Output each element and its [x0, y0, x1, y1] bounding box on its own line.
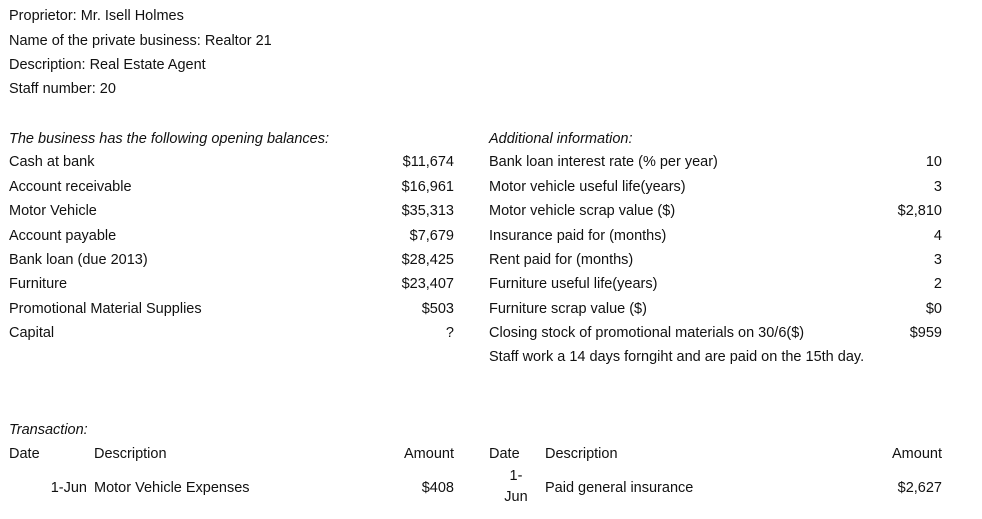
additional-value: $959: [909, 325, 942, 341]
transaction-amount-header-right: Amount: [892, 446, 942, 462]
additional-value: $0: [925, 301, 942, 317]
transaction-title: Transaction:: [9, 422, 88, 438]
transaction-description-right: Paid general insurance: [545, 480, 694, 496]
opening-label: Promotional Material Supplies: [9, 301, 202, 317]
additional-info-title: Additional information:: [489, 131, 633, 147]
additional-label: Bank loan interest rate (% per year): [489, 154, 718, 170]
additional-label: Motor vehicle useful life(years): [489, 179, 686, 195]
opening-label: Cash at bank: [9, 154, 95, 170]
opening-value: $11,674: [402, 154, 454, 170]
opening-value: $503: [421, 301, 454, 317]
staff-pay-note: Staff work a 14 days forngiht and are paid on the 15th day.: [489, 349, 865, 365]
opening-value: ?: [445, 325, 454, 341]
transaction-description-header: Description: [94, 446, 167, 462]
opening-label: Bank loan (due 2013): [9, 252, 148, 268]
transaction-amount-header: Amount: [404, 446, 454, 462]
transaction-date-right-line2: Jun: [504, 489, 528, 505]
opening-balances-title: The business has the following opening balances:: [9, 131, 330, 147]
additional-label: Closing stock of promotional materials on 30/6($): [489, 325, 805, 341]
opening-value: $35,313: [401, 203, 454, 219]
business-description-text: Description: Real Estate Agent: [9, 57, 206, 73]
additional-label: Rent paid for (months): [489, 252, 634, 268]
additional-value: 2: [933, 276, 942, 292]
staff-number-text: Staff number: 20: [9, 81, 116, 97]
transaction-date-right-line1: 1-: [509, 468, 523, 484]
business-name-text: Name of the private business: Realtor 21: [9, 33, 272, 49]
opening-label: Motor Vehicle: [9, 203, 97, 219]
opening-label: Furniture: [9, 276, 68, 292]
additional-label: Motor vehicle scrap value ($): [489, 203, 676, 219]
opening-value: $7,679: [409, 228, 454, 244]
transaction-date-header-right: Date: [489, 446, 520, 462]
transaction-description: Motor Vehicle Expenses: [94, 480, 250, 496]
transaction-date-header: Date: [9, 446, 40, 462]
additional-label: Furniture scrap value ($): [489, 301, 647, 317]
opening-value: $16,961: [401, 179, 454, 195]
opening-value: $28,425: [401, 252, 454, 268]
transaction-amount: $408: [421, 480, 454, 496]
opening-label: Account payable: [9, 228, 117, 244]
transaction-description-header-right: Description: [545, 446, 618, 462]
opening-label: Account receivable: [9, 179, 132, 195]
additional-value: $2,810: [897, 203, 942, 219]
additional-label: Insurance paid for (months): [489, 228, 667, 244]
transaction-date: 1-Jun: [50, 480, 87, 496]
additional-label: Furniture useful life(years): [489, 276, 658, 292]
opening-value: $23,407: [401, 276, 454, 292]
additional-value: 3: [933, 252, 942, 268]
additional-value: 4: [933, 228, 942, 244]
additional-value: 10: [925, 154, 942, 170]
additional-value: 3: [933, 179, 942, 195]
proprietor-text: Proprietor: Mr. Isell Holmes: [9, 8, 184, 24]
transaction-amount-right: $2,627: [897, 480, 942, 496]
opening-label: Capital: [9, 325, 55, 341]
